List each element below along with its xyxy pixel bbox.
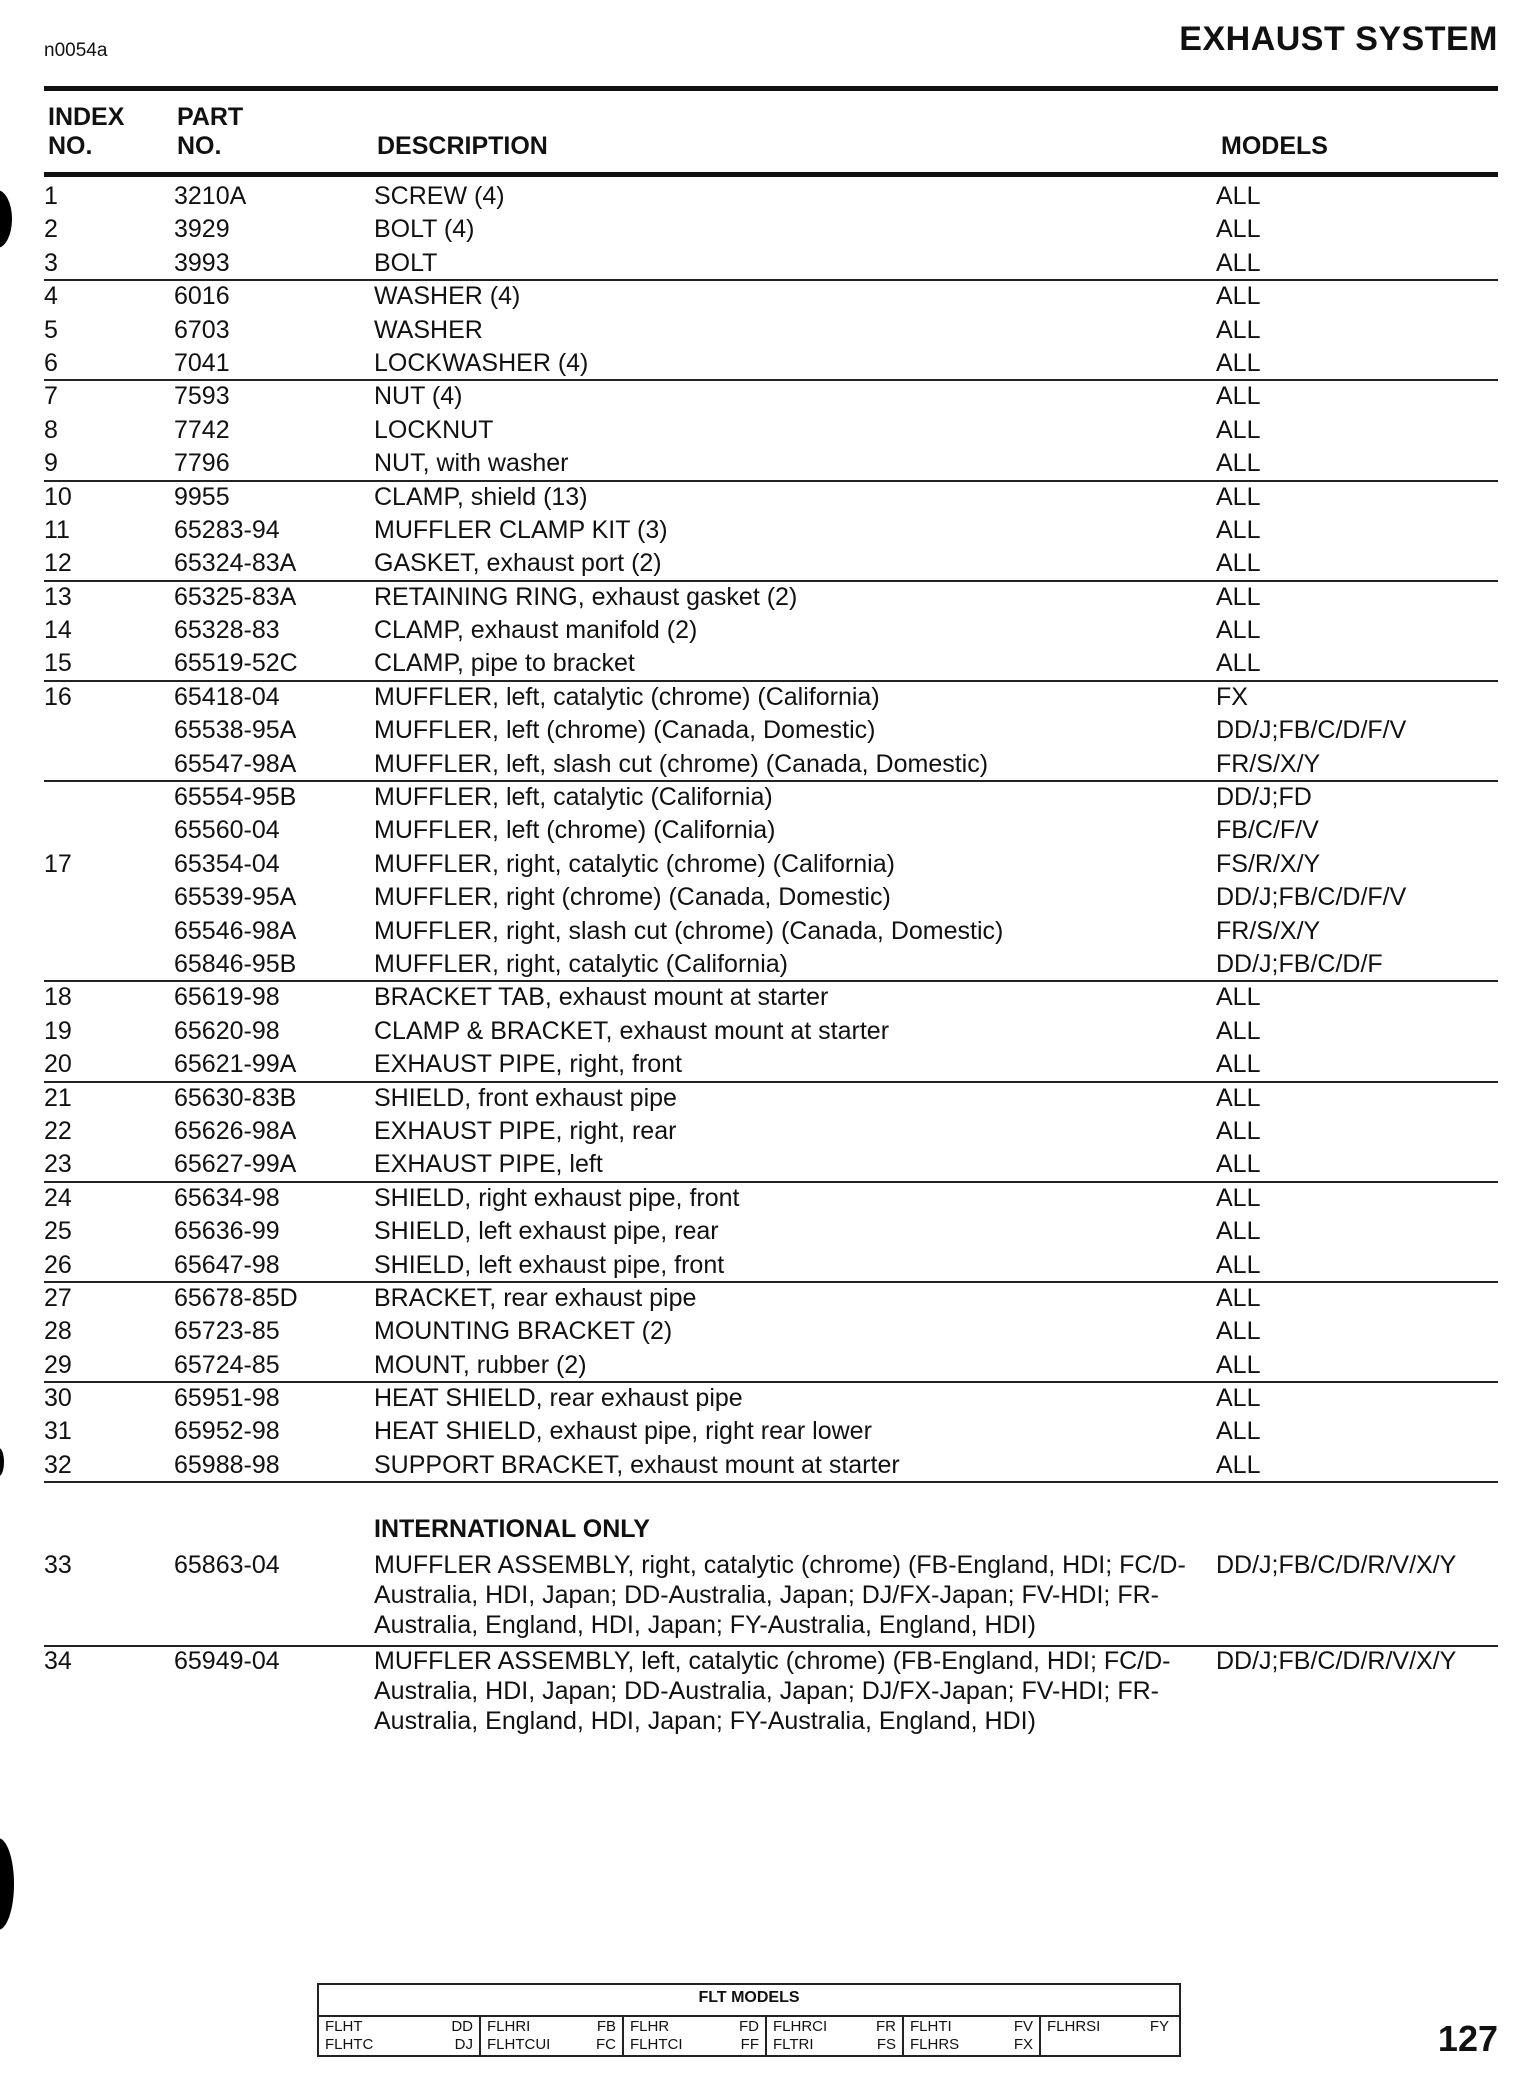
part-number-cell: 65723-85 <box>174 1317 280 1346</box>
models-cell: ALL <box>1216 1417 1261 1446</box>
table-row <box>0 1550 1530 1646</box>
index-cell: 13 <box>44 582 72 611</box>
table-row <box>0 547 1530 580</box>
part-number-cell: 65325-83A <box>174 582 297 611</box>
part-number-cell: 65554-95B <box>174 783 297 812</box>
models-cell: ALL <box>1216 1016 1261 1045</box>
table-row <box>0 1115 1530 1148</box>
table-row <box>0 1182 1530 1215</box>
index-cell: 18 <box>44 983 72 1012</box>
table-row <box>0 247 1530 280</box>
models-cell: FX <box>1216 682 1248 711</box>
flt-model-code: DJ <box>454 2036 473 2053</box>
table-row <box>0 1382 1530 1415</box>
models-cell: ALL <box>1216 382 1261 411</box>
description-cell: SHIELD, left exhaust pipe, front <box>374 1250 725 1279</box>
models-cell: FS/R/X/Y <box>1216 849 1321 878</box>
table-row <box>0 1646 1530 1742</box>
description-cell: EXHAUST PIPE, right, front <box>374 1050 682 1079</box>
models-cell: DD/J;FB/C/D/R/V/X/Y <box>1216 1647 1457 1676</box>
part-number-cell: 65630-83B <box>174 1083 297 1112</box>
description-cell: MUFFLER ASSEMBLY, right, catalytic (chrome) (FB-England, HDI; FC/D-Australia, HDI, Japan; DD-Australia, Japan; DJ/FX-Japan; FV-HDI; FR-Australia, England, HDI, Japan; FY-Australia, England, HDI) <box>374 1551 1186 1640</box>
description-cell: SHIELD, left exhaust pipe, rear <box>374 1217 719 1246</box>
table-row <box>0 614 1530 647</box>
flt-model-name: FLHTI <box>910 2018 952 2035</box>
header-index-bottom: NO. <box>48 132 93 160</box>
part-number-cell: 3993 <box>174 248 230 277</box>
description-cell: SHIELD, right exhaust pipe, front <box>374 1183 740 1212</box>
index-cell: 9 <box>44 449 58 478</box>
part-number-cell: 3210A <box>174 182 247 210</box>
models-cell: DD/J;FB/C/D/F <box>1216 949 1383 978</box>
flt-model-name: FLHTCUI <box>487 2036 551 2053</box>
table-row <box>0 681 1530 714</box>
models-cell: FR/S/X/Y <box>1216 916 1321 945</box>
flt-model-name: FLHRCI <box>773 2018 828 2035</box>
index-cell: 8 <box>44 415 58 444</box>
header-part-top: PART <box>177 103 244 131</box>
table-row <box>0 915 1530 948</box>
part-number-cell: 6016 <box>174 282 230 311</box>
row-separator <box>44 480 1498 482</box>
table-row <box>0 1082 1530 1115</box>
page-title: EXHAUST SYSTEM <box>1179 20 1498 58</box>
description-cell: HEAT SHIELD, rear exhaust pipe <box>374 1384 743 1413</box>
part-number-cell: 65619-98 <box>174 983 280 1012</box>
binder-hole-bottom <box>0 1838 14 1930</box>
part-number-cell: 3929 <box>174 215 230 244</box>
table-row <box>0 647 1530 680</box>
models-cell: ALL <box>1216 182 1261 210</box>
table-row <box>0 881 1530 914</box>
part-number-cell: 65328-83 <box>174 616 280 645</box>
index-cell: 1 <box>44 182 58 210</box>
index-cell: 30 <box>44 1384 72 1413</box>
models-cell: ALL <box>1216 1250 1261 1279</box>
table-row <box>0 213 1530 246</box>
flt-models-title: FLT MODELS <box>698 1989 800 2006</box>
flt-model-code: FX <box>1013 2036 1033 2053</box>
description-cell: BRACKET, rear exhaust pipe <box>374 1283 697 1312</box>
part-number-cell: 65539-95A <box>174 883 297 912</box>
description-cell: BOLT <box>374 248 438 277</box>
table-row <box>0 1449 1530 1482</box>
flt-model-name: FLHT <box>325 2018 363 2035</box>
description-cell: MUFFLER CLAMP KIT (3) <box>374 515 668 544</box>
part-number-cell: 65560-04 <box>174 816 280 845</box>
part-number-cell: 65863-04 <box>174 1551 280 1580</box>
flt-model-group <box>765 2017 902 2055</box>
models-cell: ALL <box>1216 1183 1261 1212</box>
models-cell: ALL <box>1216 1150 1261 1179</box>
part-number-cell: 65538-95A <box>174 716 297 745</box>
description-cell: WASHER <box>374 315 483 344</box>
flt-model-group <box>1039 2017 1175 2055</box>
description-cell: CLAMP & BRACKET, exhaust mount at starter <box>374 1016 890 1045</box>
table-row <box>0 1215 1530 1248</box>
flt-model-code: FS <box>876 2036 896 2053</box>
description-cell: MUFFLER, right, catalytic (chrome) (California) <box>374 849 895 878</box>
flt-model-group <box>902 2017 1039 2055</box>
flt-model-code: FR <box>876 2018 896 2035</box>
models-cell: ALL <box>1216 282 1261 311</box>
index-cell: 12 <box>44 549 72 578</box>
models-cell: ALL <box>1216 1116 1261 1145</box>
part-number-cell: 65519-52C <box>174 649 298 678</box>
parts-table <box>0 180 1530 1742</box>
section-heading-row <box>0 1508 1530 1550</box>
description-cell: RETAINING RING, exhaust gasket (2) <box>374 582 798 611</box>
header-description: DESCRIPTION <box>377 132 548 160</box>
table-row <box>0 1282 1530 1315</box>
part-number-cell: 65283-94 <box>174 515 280 544</box>
part-number-cell: 65547-98A <box>174 749 297 778</box>
part-number-cell: 65546-98A <box>174 916 297 945</box>
part-number-cell: 65949-04 <box>174 1647 280 1676</box>
header-top-rule <box>44 86 1498 91</box>
table-end-rule <box>44 1481 1498 1483</box>
flt-model-name: FLTRI <box>773 2036 814 2053</box>
flt-models-grid <box>319 2017 1179 2055</box>
flt-model-code: FD <box>739 2018 759 2035</box>
models-cell: ALL <box>1216 983 1261 1012</box>
part-number-cell: 65626-98A <box>174 1116 297 1145</box>
table-row <box>0 814 1530 847</box>
part-number-cell: 65846-95B <box>174 949 297 978</box>
description-cell: MUFFLER, right, slash cut (chrome) (Canada, Domestic) <box>374 916 1004 945</box>
index-cell: 16 <box>44 682 72 711</box>
part-number-cell: 65627-99A <box>174 1150 297 1179</box>
description-cell: MUFFLER, left, catalytic (California) <box>374 783 773 812</box>
part-number-cell: 65354-04 <box>174 849 280 878</box>
index-cell: 15 <box>44 649 72 678</box>
flt-model-group <box>479 2017 622 2055</box>
part-number-cell: 65678-85D <box>174 1283 298 1312</box>
table-row <box>0 748 1530 781</box>
description-cell: CLAMP, shield (13) <box>374 482 588 511</box>
flt-model-group <box>319 2017 479 2055</box>
description-cell: EXHAUST PIPE, left <box>374 1150 603 1179</box>
table-row <box>0 280 1530 313</box>
models-cell: ALL <box>1216 1083 1261 1112</box>
description-cell: MUFFLER, left (chrome) (Canada, Domestic) <box>374 716 876 745</box>
models-cell: ALL <box>1216 482 1261 511</box>
part-number-cell: 6703 <box>174 315 230 344</box>
models-cell: ALL <box>1216 1050 1261 1079</box>
flt-models-legend <box>317 1983 1181 2057</box>
models-cell: ALL <box>1216 449 1261 478</box>
table-row <box>0 447 1530 480</box>
table-row <box>0 1015 1530 1048</box>
description-cell: SUPPORT BRACKET, exhaust mount at starter <box>374 1450 900 1479</box>
index-cell: 6 <box>44 348 58 377</box>
description-cell: MUFFLER, left (chrome) (California) <box>374 816 776 845</box>
table-row <box>0 414 1530 447</box>
description-cell: WASHER (4) <box>374 282 521 311</box>
models-cell: ALL <box>1216 415 1261 444</box>
models-cell: ALL <box>1216 1217 1261 1246</box>
description-cell: EXHAUST PIPE, right, rear <box>374 1116 677 1145</box>
description-cell: MUFFLER, left, catalytic (chrome) (California) <box>374 682 880 711</box>
part-number-cell: 65634-98 <box>174 1183 280 1212</box>
part-number-cell: 65951-98 <box>174 1384 280 1413</box>
index-cell: 5 <box>44 315 58 344</box>
models-cell: DD/J;FB/C/D/R/V/X/Y <box>1216 1551 1457 1580</box>
index-cell: 28 <box>44 1317 72 1346</box>
models-cell: ALL <box>1216 348 1261 377</box>
header-part-bottom: NO. <box>177 132 222 160</box>
flt-model-name: FLHRS <box>910 2036 960 2053</box>
description-cell: GASKET, exhaust port (2) <box>374 549 662 578</box>
models-cell: ALL <box>1216 215 1261 244</box>
flt-model-code: FC <box>596 2036 616 2053</box>
index-cell: 22 <box>44 1116 72 1145</box>
part-number-cell: 7593 <box>174 382 230 411</box>
models-cell: ALL <box>1216 549 1261 578</box>
table-row <box>0 1315 1530 1348</box>
index-cell: 25 <box>44 1217 72 1246</box>
flt-model-code: FV <box>1013 2018 1033 2035</box>
models-cell: ALL <box>1216 582 1261 611</box>
models-cell: DD/J;FB/C/D/F/V <box>1216 716 1407 745</box>
index-cell: 27 <box>44 1283 72 1312</box>
index-cell: 23 <box>44 1150 72 1179</box>
flt-model-name: FLHTC <box>325 2036 374 2053</box>
index-cell: 11 <box>44 515 70 544</box>
description-cell: CLAMP, pipe to bracket <box>374 649 635 678</box>
table-row <box>0 1349 1530 1382</box>
index-cell: 2 <box>44 215 58 244</box>
row-separator <box>44 379 1498 381</box>
part-number-cell: 65952-98 <box>174 1417 280 1446</box>
index-cell: 29 <box>44 1350 72 1379</box>
models-cell: ALL <box>1216 1450 1261 1479</box>
part-number-cell: 65621-99A <box>174 1050 297 1079</box>
index-cell: 10 <box>44 482 72 511</box>
flt-model-code: FB <box>596 2018 616 2035</box>
description-cell: MOUNTING BRACKET (2) <box>374 1317 673 1346</box>
part-number-cell: 65724-85 <box>174 1350 280 1379</box>
description-cell: SCREW (4) <box>374 182 505 210</box>
description-cell: NUT, with washer <box>374 449 569 478</box>
models-cell: FR/S/X/Y <box>1216 749 1321 778</box>
flt-model-name: FLHTCI <box>630 2036 683 2053</box>
description-cell: NUT (4) <box>374 382 463 411</box>
table-row <box>0 581 1530 614</box>
description-cell: MUFFLER ASSEMBLY, left, catalytic (chrome) (FB-England, HDI; FC/D-Australia, HDI, Japan; DD-Australia, Japan; DJ/FX-Japan; FV-HDI; FR-Australia, England, HDI, Japan; FY-Australia, England, HDI) <box>374 1647 1171 1736</box>
models-cell: ALL <box>1216 1283 1261 1312</box>
models-cell: ALL <box>1216 1317 1261 1346</box>
flt-model-name: FLHR <box>630 2018 670 2035</box>
table-row <box>0 981 1530 1014</box>
table-row <box>0 481 1530 514</box>
models-cell: ALL <box>1216 515 1261 544</box>
description-cell: HEAT SHIELD, exhaust pipe, right rear lower <box>374 1417 872 1446</box>
index-cell: 34 <box>44 1647 72 1676</box>
part-number-cell: 65418-04 <box>174 682 280 711</box>
index-cell: 33 <box>44 1551 72 1580</box>
models-cell: FB/C/F/V <box>1216 816 1319 845</box>
part-number-cell: 65988-98 <box>174 1450 280 1479</box>
table-row <box>0 1048 1530 1081</box>
flt-model-name: FLHRSI <box>1047 2018 1101 2035</box>
index-cell: 24 <box>44 1183 72 1212</box>
row-separator <box>44 279 1498 281</box>
index-cell: 21 <box>44 1083 72 1112</box>
part-number-cell: 7796 <box>174 449 230 478</box>
table-row <box>0 1148 1530 1181</box>
flt-model-group <box>622 2017 765 2055</box>
table-row <box>0 380 1530 413</box>
index-cell: 31 <box>44 1417 72 1446</box>
index-cell: 26 <box>44 1250 72 1279</box>
description-cell: BOLT (4) <box>374 215 475 244</box>
models-cell: ALL <box>1216 248 1261 277</box>
table-row <box>0 180 1530 213</box>
table-row <box>0 347 1530 380</box>
models-cell: DD/J;FD <box>1216 783 1312 812</box>
flt-model-code: FF <box>740 2036 759 2053</box>
table-row <box>0 1249 1530 1282</box>
page-code: n0054a <box>44 40 108 61</box>
international-heading: INTERNATIONAL ONLY <box>374 1515 650 1544</box>
models-cell: ALL <box>1216 1350 1261 1379</box>
index-cell: 20 <box>44 1050 72 1079</box>
part-number-cell: 7041 <box>174 348 230 377</box>
description-cell: BRACKET TAB, exhaust mount at starter <box>374 983 829 1012</box>
header-models: MODELS <box>1221 132 1328 160</box>
index-cell: 17 <box>44 849 72 878</box>
table-row <box>0 514 1530 547</box>
header-bottom-rule <box>44 172 1498 177</box>
description-cell: MUFFLER, left, slash cut (chrome) (Canada, Domestic) <box>374 749 989 778</box>
index-cell: 14 <box>44 616 72 645</box>
table-row <box>0 948 1530 981</box>
description-cell: SHIELD, front exhaust pipe <box>374 1083 677 1112</box>
description-cell: CLAMP, exhaust manifold (2) <box>374 616 698 645</box>
table-row <box>0 1415 1530 1448</box>
part-number-cell: 65647-98 <box>174 1250 280 1279</box>
part-number-cell: 9955 <box>174 482 230 511</box>
description-cell: LOCKWASHER (4) <box>374 348 589 377</box>
flt-model-code: FY <box>1149 2018 1169 2035</box>
index-cell: 32 <box>44 1450 72 1479</box>
table-row <box>0 848 1530 881</box>
models-cell: ALL <box>1216 315 1261 344</box>
table-row <box>0 714 1530 747</box>
models-cell: ALL <box>1216 649 1261 678</box>
page-number: 127 <box>1437 2018 1498 2059</box>
flt-model-code: DD <box>451 2018 473 2035</box>
index-cell: 7 <box>44 382 58 411</box>
table-row <box>0 314 1530 347</box>
part-number-cell: 7742 <box>174 415 230 444</box>
description-cell: MOUNT, rubber (2) <box>374 1350 587 1379</box>
flt-model-name: FLHRI <box>487 2018 531 2035</box>
models-cell: ALL <box>1216 1384 1261 1413</box>
table-row <box>0 781 1530 814</box>
index-cell: 3 <box>44 248 58 277</box>
part-number-cell: 65620-98 <box>174 1016 280 1045</box>
index-cell: 4 <box>44 282 58 311</box>
part-number-cell: 65324-83A <box>174 549 297 578</box>
description-cell: MUFFLER, right (chrome) (Canada, Domestic) <box>374 883 891 912</box>
part-number-cell: 65636-99 <box>174 1217 280 1246</box>
models-cell: ALL <box>1216 616 1261 645</box>
description-cell: MUFFLER, right, catalytic (California) <box>374 949 788 978</box>
description-cell: LOCKNUT <box>374 415 494 444</box>
index-cell: 19 <box>44 1016 72 1045</box>
models-cell: DD/J;FB/C/D/F/V <box>1216 883 1407 912</box>
header-index-top: INDEX <box>48 103 125 131</box>
